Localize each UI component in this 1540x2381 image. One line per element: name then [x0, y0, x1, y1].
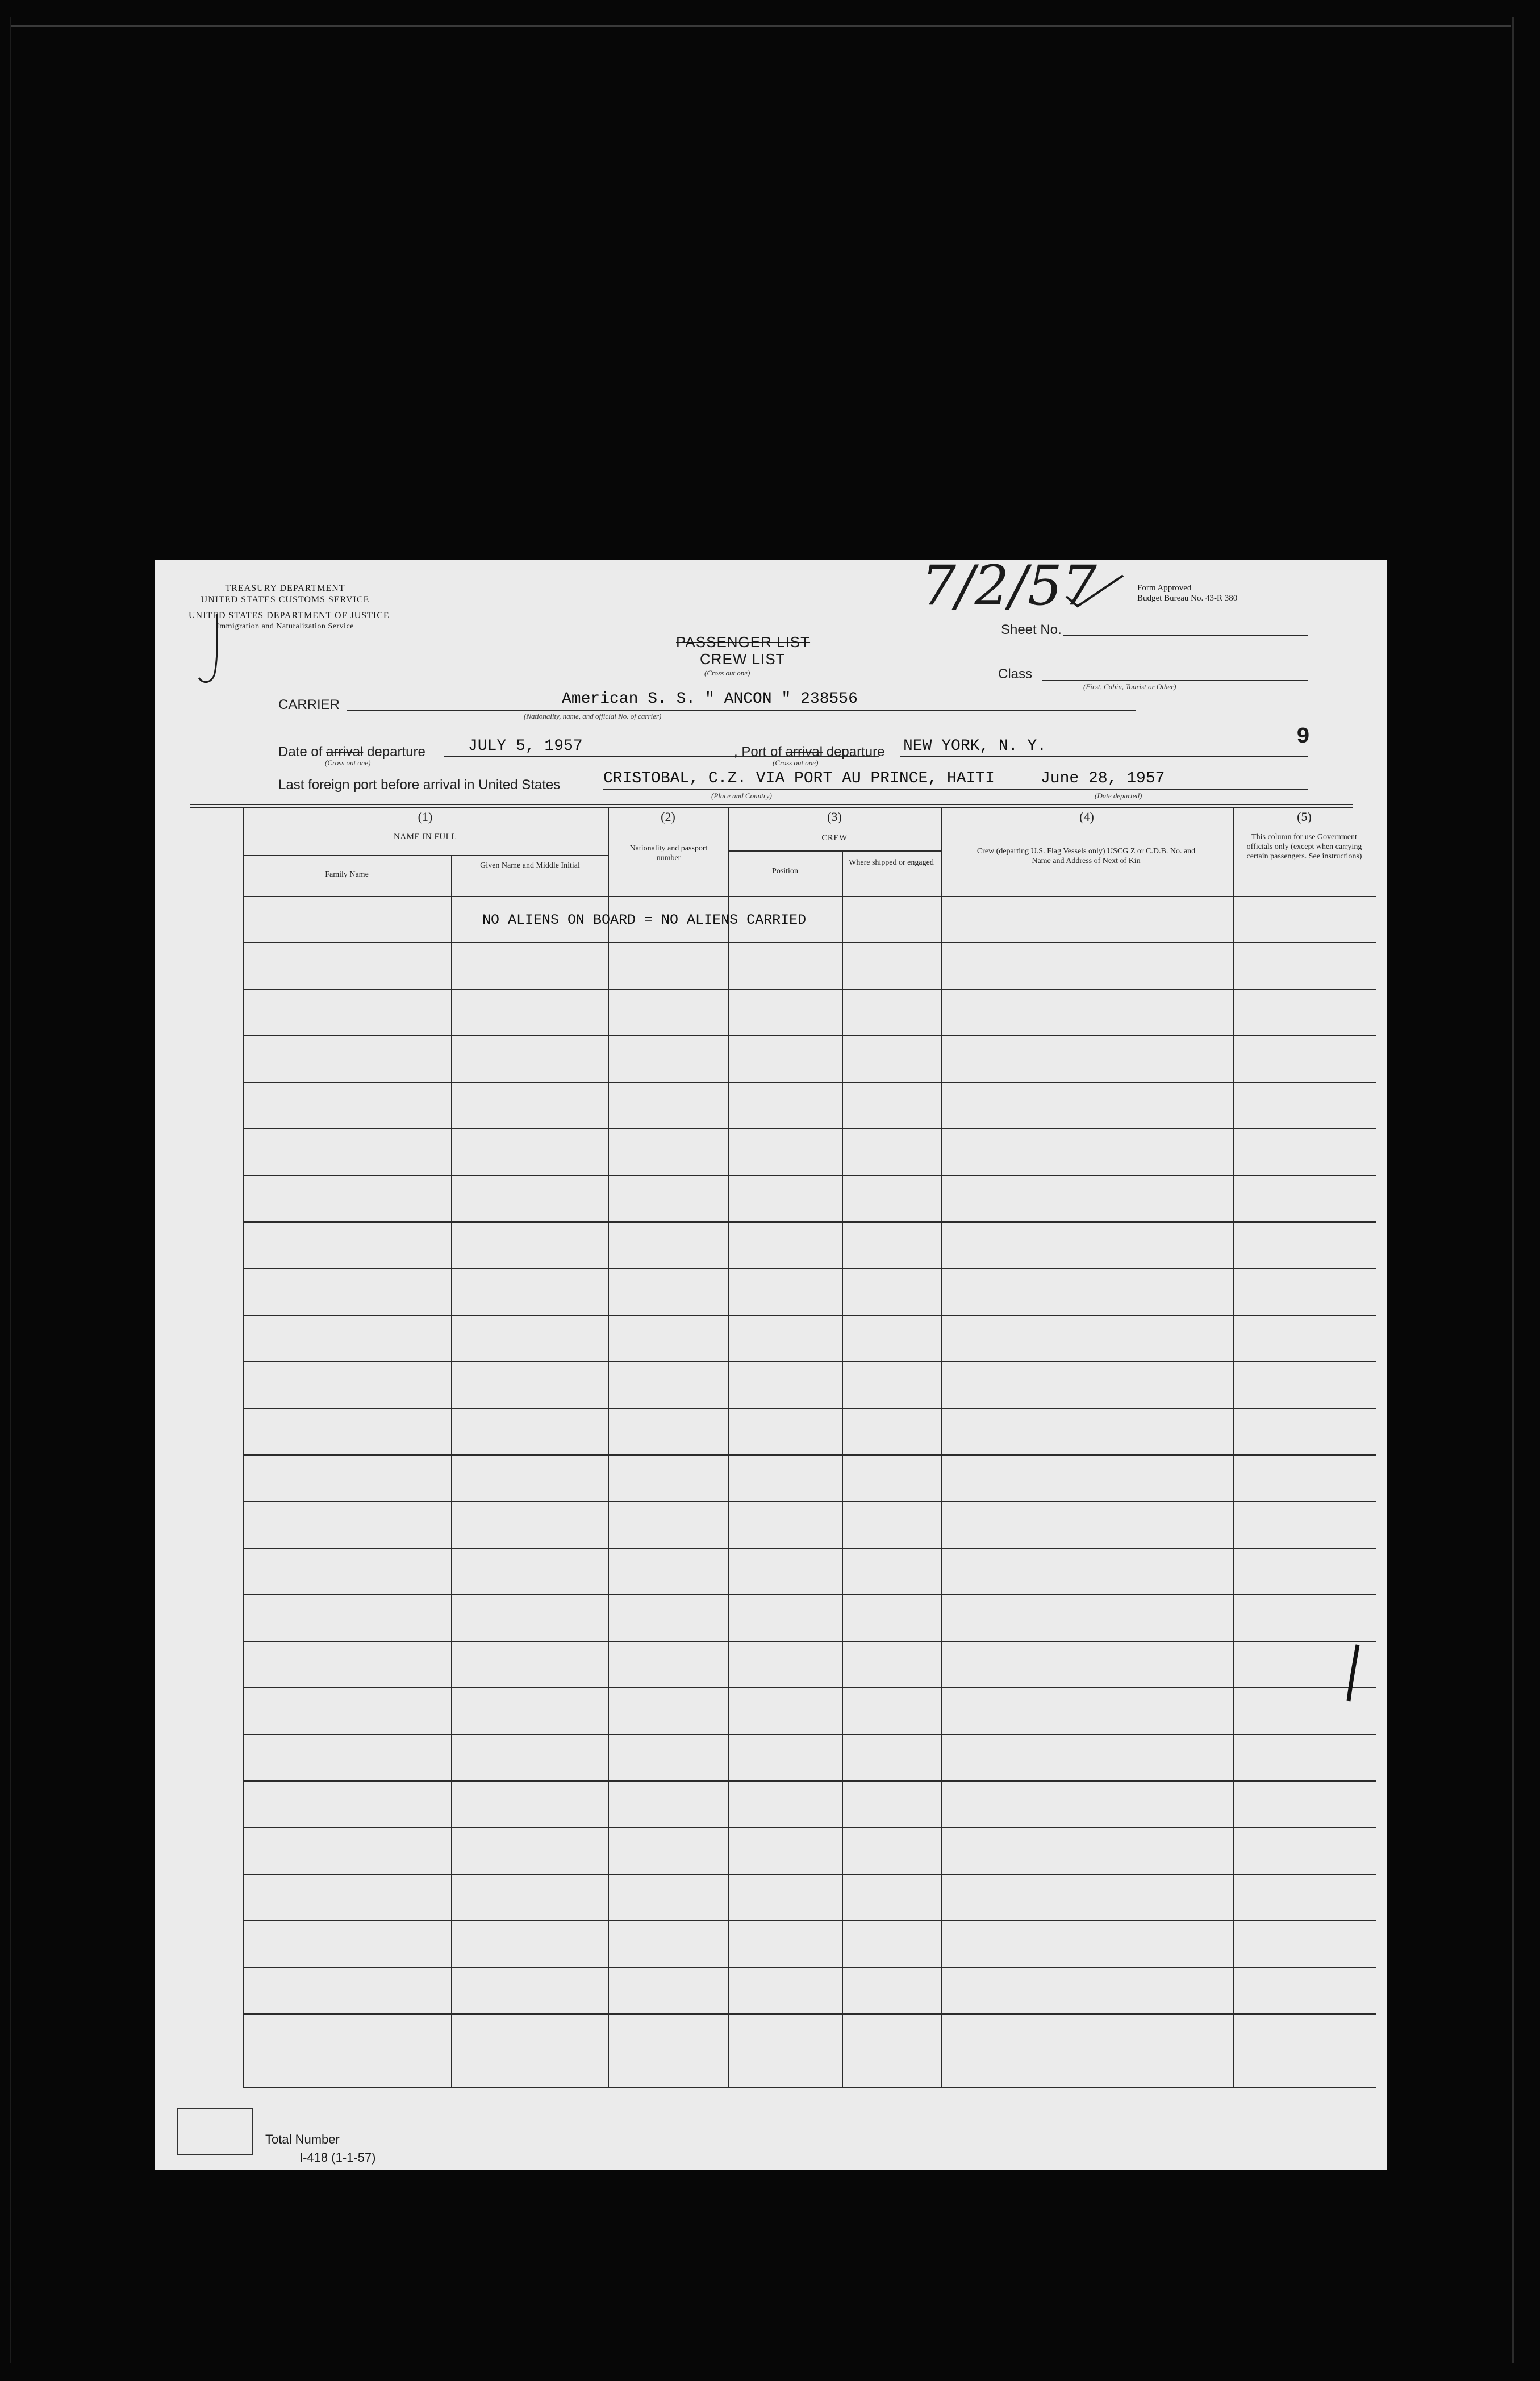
col-5-number: (5) — [1297, 810, 1312, 824]
row-line — [243, 1920, 1376, 1921]
carrier-label: CARRIER — [278, 697, 340, 712]
row-line — [243, 1408, 1376, 1409]
port-cross-out-hint: (Cross out one) — [773, 758, 819, 767]
row-line — [243, 2013, 1376, 2015]
sheet-number-mark: 9 — [1296, 724, 1311, 750]
title-hint: (Cross out one) — [704, 669, 750, 677]
date-label-pre: Date of — [278, 744, 323, 760]
row-line — [243, 1501, 1376, 1502]
class-hint: (First, Cabin, Tourist or Other) — [1083, 682, 1176, 691]
col-border-1-2 — [608, 807, 609, 2087]
passenger-list-title-struck: PASSENGER LIST — [676, 633, 811, 650]
header-split-3 — [728, 850, 941, 852]
row-line — [243, 989, 1376, 990]
last-port-label: Last foreign port before arrival in United States — [278, 777, 561, 793]
header-bottom-rule — [243, 896, 1376, 897]
table-bottom-rule — [243, 2087, 1376, 2088]
row-line — [243, 1082, 1376, 1083]
col-family-name: Family Name — [325, 870, 369, 879]
departure-date-value[interactable]: JULY 5, 1957 — [468, 737, 583, 755]
margin-pen-mark — [1342, 1642, 1364, 1704]
col-border-3-4 — [941, 807, 942, 2087]
class-label: Class — [998, 666, 1033, 682]
film-edge-right — [1512, 17, 1514, 2363]
col-5-caption: This column for use Government officials only (except when carrying certain passengers. See instructions) — [1246, 833, 1362, 861]
agency-line-1: TREASURY DEPARTMENT — [225, 583, 345, 593]
row-line — [243, 1967, 1376, 1968]
col-where-shipped: Where shipped or engaged — [849, 858, 934, 867]
date-label-post: departure — [367, 744, 425, 760]
col-border-2-3 — [728, 807, 729, 2087]
table-top-rule-2 — [190, 807, 1353, 808]
row-line — [243, 1454, 1376, 1456]
date-departed-hint: (Date departed) — [1095, 791, 1142, 800]
film-edge-top — [11, 25, 1511, 27]
crew-list-form — [155, 554, 1387, 2170]
departure-port-value[interactable]: NEW YORK, N. Y. — [903, 737, 1047, 755]
col-border-1a-1b — [451, 855, 452, 2087]
row-line — [243, 1641, 1376, 1642]
table-top-rule — [190, 804, 1353, 805]
row-line — [243, 1827, 1376, 1828]
carrier-value[interactable]: American S. S. " ANCON " 238556 — [562, 690, 858, 708]
header-split-1 — [243, 855, 608, 856]
agency-line-3: UNITED STATES DEPARTMENT OF JUSTICE — [189, 611, 390, 620]
col-position: Position — [772, 867, 798, 875]
row-line — [243, 1175, 1376, 1176]
handwritten-date: 7/2/57 — [921, 554, 1097, 618]
row-line — [243, 1780, 1376, 1782]
col-4-caption: Crew (departing U.S. Flag Vessels only) USCG Z or C.D.B. No. and Name and Address of Next of Kin — [976, 847, 1196, 865]
col-given-name: Given Name and Middle Initial — [480, 861, 580, 870]
col-border-left — [243, 807, 244, 2087]
port-label-struck: arrival — [785, 744, 823, 760]
row-line — [243, 1035, 1376, 1036]
total-number-box[interactable] — [177, 2108, 253, 2155]
col-2-number: (2) — [661, 810, 675, 824]
form-approved: Form Approved — [1137, 583, 1192, 593]
carrier-hint: (Nationality, name, and official No. of carrier) — [524, 712, 662, 720]
film-edge-left — [10, 17, 11, 2363]
col-border-4-5 — [1233, 807, 1234, 2087]
agency-line-2: UNITED STATES CUSTOMS SERVICE — [201, 595, 370, 604]
last-port-date-value[interactable]: June 28, 1957 — [1041, 770, 1165, 787]
row-line — [243, 942, 1376, 943]
total-number-label: Total Number — [265, 2132, 340, 2146]
row-line — [243, 1361, 1376, 1362]
row-line — [243, 1687, 1376, 1688]
form-number: I-418 (1-1-57) — [299, 2150, 376, 2165]
col-3-caption: CREW — [821, 833, 848, 843]
row-line — [243, 1315, 1376, 1316]
last-port-value[interactable]: CRISTOBAL, C.Z. VIA PORT AU PRINCE, HAITI — [603, 770, 995, 787]
date-cross-out-hint: (Cross out one) — [325, 758, 371, 767]
col-1-number: (1) — [418, 810, 433, 824]
date-label-struck: arrival — [326, 744, 364, 760]
row-line — [243, 1221, 1376, 1223]
col-4-number: (4) — [1079, 810, 1094, 824]
col-3-number: (3) — [827, 810, 842, 824]
budget-bureau-number: Budget Bureau No. 43-R 380 — [1137, 594, 1238, 603]
agency-line-4: Immigration and Naturalization Service — [216, 622, 354, 631]
crew-table — [155, 560, 1387, 2170]
col-1-caption: NAME IN FULL — [394, 832, 457, 841]
place-country-hint: (Place and Country) — [711, 791, 772, 800]
row-line — [243, 1874, 1376, 1875]
sheet-label: Sheet No. — [1001, 622, 1062, 637]
col-2-caption: Nationality and passport number — [629, 844, 708, 862]
row-line — [243, 1268, 1376, 1269]
row-line — [243, 1548, 1376, 1549]
row-line — [243, 1128, 1376, 1129]
no-aliens-note: NO ALIENS ON BOARD = NO ALIENS CARRIED — [482, 912, 807, 928]
row-line — [243, 1734, 1376, 1735]
port-label-post: departure — [826, 744, 885, 760]
crew-list-title: CREW LIST — [700, 650, 786, 668]
port-label-pre: , Port of — [734, 744, 782, 760]
row-line — [243, 1594, 1376, 1595]
